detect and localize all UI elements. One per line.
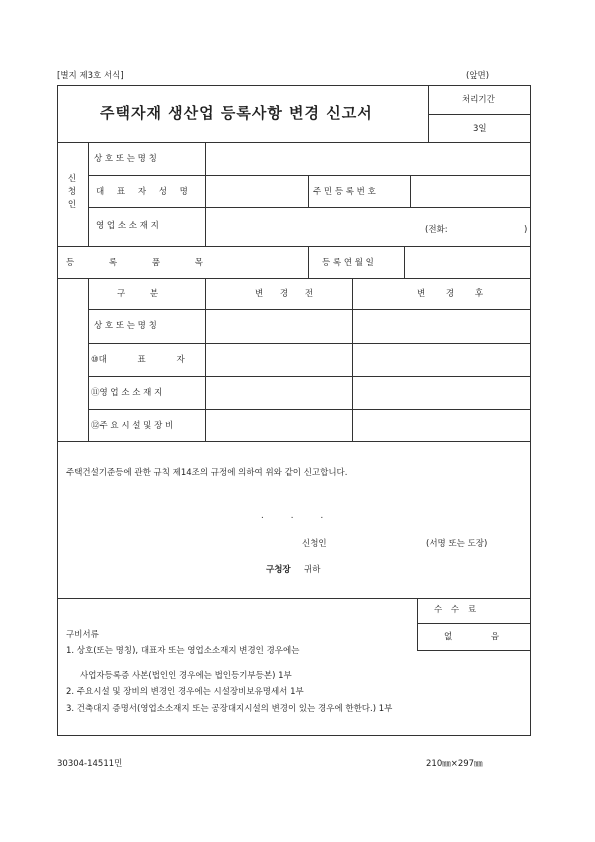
required-doc-2: 2. 주요시설 및 장비의 변경인 경우에는 시설장비보유명세서 1부 [66,687,304,697]
divider [308,246,309,278]
divider [88,278,89,441]
after-trade-name-field[interactable] [353,310,530,342]
before-facilities-field[interactable] [206,410,351,440]
signature-seal-note: (서명 또는 도장) [426,539,488,549]
before-trade-name-field[interactable] [206,310,351,342]
business-address-field[interactable] [206,208,530,245]
paper-size: 210㎜×297㎜ [426,759,483,769]
required-documents-heading: 구비서류 [66,630,99,640]
date-placeholder: . . . [261,511,324,521]
col-after-header: 변 경 후 [417,289,484,299]
fee-value: 없 음 [444,632,500,642]
divider [417,650,531,651]
processing-period-value: 3일 [473,124,487,134]
form-number: [별지 제3호 서식] [57,71,124,81]
divider [57,278,531,279]
after-representative-field[interactable] [353,344,530,375]
change-row-address: ⑪영 업 소 소 재 지 [91,388,163,398]
addressee-suffix: 귀하 [304,565,321,575]
registration-date-label: 등 록 연 월 일 [322,258,374,268]
registered-item-label: 등 록 품 목 [66,258,203,268]
change-row-facilities: ⑫주 요 시 설 및 장 비 [91,421,174,431]
change-row-representative: ⑩대 표 자 [91,355,185,365]
divider [417,623,531,624]
form-title: 주택자재 생산업 등록사항 변경 신고서 [100,104,373,122]
applicant-group-label: 신 청 인 [67,174,77,210]
trade-name-label: 상 호 또 는 명 칭 [94,154,157,164]
required-doc-1: 1. 상호(또는 명칭), 대표자 또는 영업소소재지 변경인 경우에는 [66,646,300,656]
fee-label: 수 수 료 [434,605,477,615]
col-category-header: 구 분 [117,289,159,299]
required-doc-1-detail: 사업자등록증 사본(법인인 경우에는 법인등기부등본) 1부 [80,671,292,681]
addressee: 구청장 [266,565,291,575]
phone-close: ) [524,225,528,235]
before-representative-field[interactable] [206,344,351,375]
after-address-field[interactable] [353,377,530,408]
col-before-header: 변 경 전 [255,289,314,299]
representative-name-label: 대 표 자 성 명 [96,187,193,197]
applicant-name-field[interactable] [340,532,420,552]
required-doc-3: 3. 건축대지 증명서(영업소소재지 또는 공장대지시설의 변경이 있는 경우에 한한다.) 1부 [66,704,393,714]
trade-name-field[interactable] [206,143,530,174]
resident-number-label: 주 민 등 록 번 호 [313,187,376,197]
declaration-statement: 주택건설기준등에 관한 규칙 제14조의 규정에 의하여 위와 같이 신고합니다. [66,468,348,478]
change-row-trade-name: 상 호 또 는 명 칭 [94,321,157,331]
form-code: 30304-14511민 [57,759,123,769]
phone-label: (전화: [425,225,448,235]
page-side-label: (앞면) [466,71,490,81]
divider [88,142,89,246]
divider [57,598,531,599]
registration-date-field[interactable] [405,247,530,277]
registered-item-field[interactable] [206,247,307,277]
resident-number-field[interactable] [411,176,530,206]
applicant-signature-label: 신청인 [302,539,327,549]
after-facilities-field[interactable] [353,410,530,440]
divider [308,175,309,207]
representative-name-field[interactable] [206,176,307,206]
business-address-label: 영 업 소 소 재 지 [96,221,159,231]
divider [57,441,531,442]
before-address-field[interactable] [206,377,351,408]
processing-period-label: 처리기간 [462,95,495,105]
divider [428,114,531,115]
divider [417,598,418,650]
